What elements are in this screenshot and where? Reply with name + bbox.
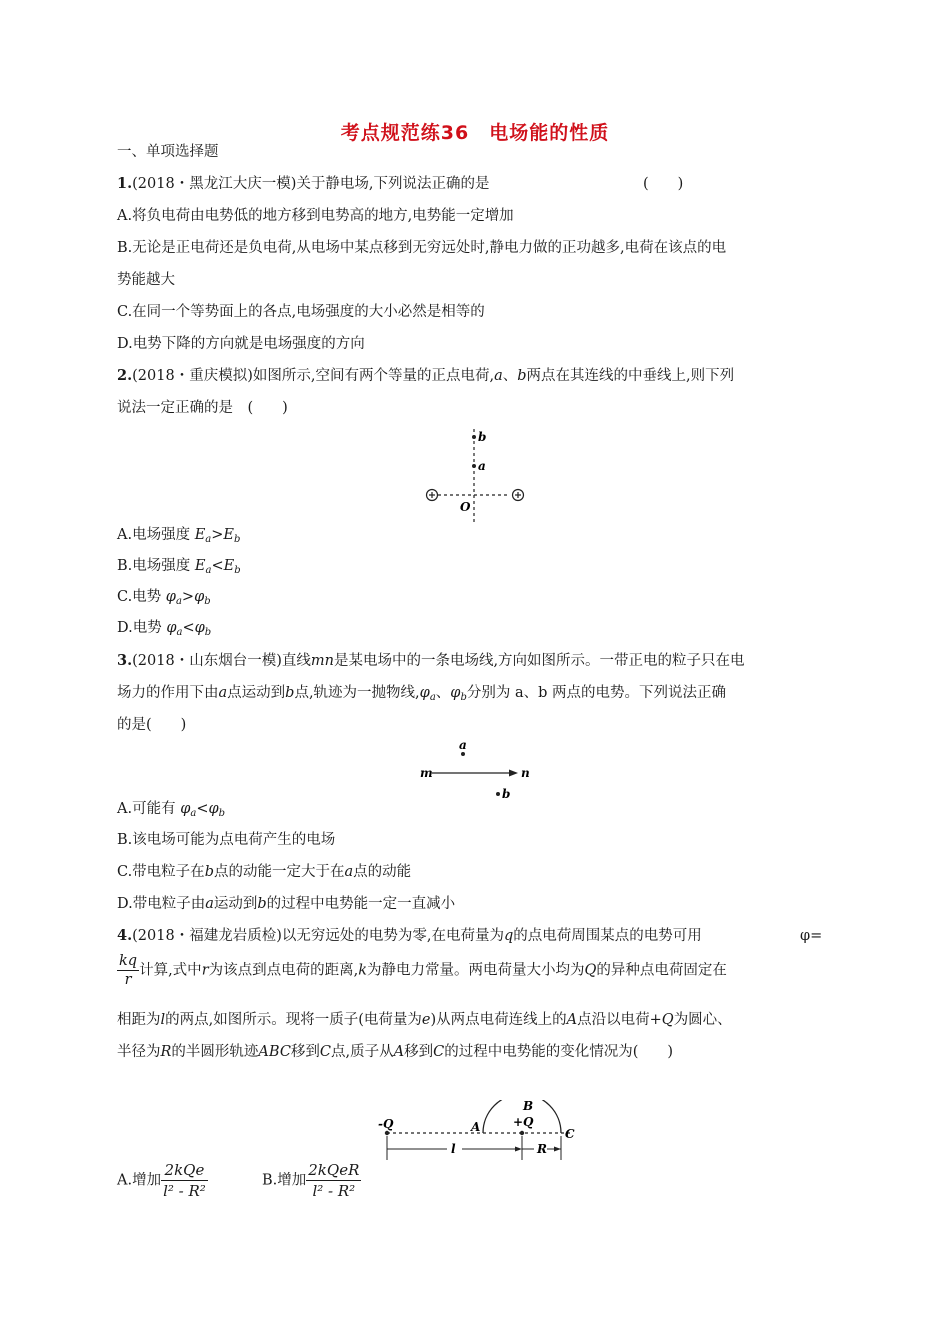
option-text: 点的动能一定大于在 — [213, 864, 345, 880]
sub-b: b — [218, 808, 226, 819]
option-text: 运动到 — [213, 896, 258, 912]
option-text: A.增加 — [117, 1172, 162, 1189]
var-c: C — [319, 1044, 332, 1060]
option-b — [117, 556, 241, 581]
var-b: b — [204, 864, 214, 880]
var-r: r — [201, 962, 209, 979]
question-number: 2. — [117, 367, 133, 384]
label-m: m — [420, 766, 433, 780]
sub-b: b — [204, 627, 212, 638]
option-text: B.电场强度 — [117, 558, 195, 574]
question-text: 点运动到 — [227, 685, 286, 701]
var-mn: mn — [310, 653, 334, 669]
label-b: B — [523, 1100, 534, 1113]
option-d: D.电势下降的方向就是电场强度的方向 — [117, 336, 365, 352]
question-4-stem-line2 — [117, 952, 727, 989]
var-phi: φ — [419, 685, 430, 701]
label-b: b — [502, 787, 511, 801]
question-text: 点,轨迹为一抛物线, — [294, 685, 420, 701]
question-text: 是某电场中的一条电场线,方向如图所示。一带正电的粒子只在电 — [333, 653, 745, 669]
var-a: a — [494, 368, 503, 384]
sub-b: b — [460, 692, 467, 703]
question-text: 半径为 — [117, 1044, 161, 1060]
option-c: C.在同一个等势面上的各点,电场强度的大小必然是相等的 — [117, 304, 485, 320]
formula-phi: φ= — [800, 928, 823, 944]
section-heading: 一、单项选择题 — [117, 144, 219, 160]
sub-b: b — [234, 565, 241, 576]
question-text: 点,质子从 — [331, 1044, 394, 1060]
sub-a: a — [176, 627, 183, 638]
question-text: (2018・山东烟台一模)直线 — [132, 653, 311, 669]
question-text: 的过程中电势能的变化情况为( ) — [444, 1044, 674, 1060]
question-text: 相距为 — [117, 1012, 161, 1028]
label-a: a — [459, 738, 467, 752]
operator: < — [196, 801, 209, 817]
var-a: a — [344, 864, 354, 880]
fraction-option-b — [306, 1160, 361, 1201]
label-b: b — [478, 430, 487, 444]
question-text: 移到 — [404, 1044, 434, 1060]
option-a — [117, 1160, 208, 1201]
var-e: E — [194, 527, 206, 543]
var-q: Q — [584, 962, 597, 979]
numerator: 2kQeR — [308, 1161, 360, 1179]
label-c: C — [565, 1127, 575, 1141]
var-e: E — [223, 558, 235, 574]
var-l: l — [160, 1012, 166, 1028]
question-text: 场力的作用下由 — [117, 685, 219, 701]
point-a-dot — [461, 752, 465, 756]
var-a: A — [566, 1012, 578, 1028]
question-text: (2018・福建龙岩质检)以无穷远处的电势为零,在电荷量为 — [132, 928, 504, 944]
var-a: a — [205, 896, 214, 912]
point-a-dot — [472, 464, 476, 468]
sub-a: a — [190, 808, 197, 819]
question-text: (2018・黑龙江大庆一模)关于静电场,下列说法正确的是 — [132, 176, 490, 192]
option-a — [117, 799, 225, 824]
numerator: 2kQe — [161, 1160, 208, 1181]
sub-a: a — [429, 692, 436, 703]
option-c — [117, 862, 411, 882]
separator: 、 — [435, 685, 451, 701]
label-plus-q: +Q — [513, 1115, 534, 1129]
point-b-dot — [472, 435, 476, 439]
right-positive-charge — [513, 490, 524, 501]
option-text: D.带电粒子由 — [117, 896, 206, 912]
question-1-stem — [117, 174, 489, 194]
question-text: 为圆心、 — [673, 1012, 732, 1028]
question-text: 为静电力常量。两电荷量大小均为 — [367, 962, 585, 979]
option-a: A.将负电荷由电势低的地方移到电势高的地方,电势能一定增加 — [117, 208, 514, 224]
var-b: b — [517, 368, 527, 384]
option-b-continued: 势能越大 — [117, 272, 175, 288]
var-phi: φ — [180, 801, 191, 817]
var-a: A — [393, 1044, 405, 1060]
answer-blank: ( ) — [643, 176, 684, 192]
question-2-stem — [117, 366, 734, 386]
var-phi: φ — [166, 620, 177, 636]
var-c: C — [433, 1044, 445, 1060]
question-3-stem-line2 — [117, 683, 726, 708]
sub-b: b — [234, 534, 241, 545]
option-text: A.电场强度 — [117, 527, 195, 543]
figure-semicircle-path — [372, 1100, 582, 1162]
var-e: E — [194, 558, 206, 574]
question-4-stem — [117, 926, 702, 946]
denominator: l² - R² — [312, 1182, 356, 1200]
var-e: E — [223, 527, 235, 543]
label-o: O — [460, 500, 471, 514]
figure-two-positive-charges — [416, 425, 536, 525]
sub-a: a — [205, 565, 212, 576]
operator: < — [211, 558, 224, 574]
option-b: B.无论是正电荷还是负电荷,从电场中某点移到无穷远处时,静电力做的正功越多,电荷在该点的电 — [117, 240, 727, 256]
question-text: 的异种点电荷固定在 — [596, 962, 727, 979]
var-r: R — [160, 1044, 172, 1060]
option-b: B.该电场可能为点电荷产生的电场 — [117, 832, 336, 848]
option-text: C.电势 — [117, 589, 166, 605]
option-c — [117, 587, 211, 612]
separator: 、 — [502, 368, 518, 384]
label-n: n — [521, 766, 530, 780]
question-text: 的点电荷周围某点的电势可用 — [513, 928, 702, 944]
option-text: B.增加 — [262, 1172, 307, 1189]
question-text: 移到 — [290, 1044, 320, 1060]
label-a: a — [478, 459, 486, 473]
option-d — [117, 894, 455, 914]
option-a — [117, 525, 240, 550]
label-r: R — [537, 1142, 547, 1156]
charge-minus-q — [385, 1131, 389, 1135]
numerator: kq — [119, 953, 138, 969]
question-text: 点沿以电荷 — [577, 1012, 650, 1028]
var-phi: φ — [208, 801, 219, 817]
label-minus-q: -Q — [378, 1117, 394, 1131]
var-plus-q: +Q — [649, 1012, 674, 1028]
operator: > — [211, 527, 224, 543]
option-text: 点的动能 — [353, 864, 412, 880]
left-positive-charge — [427, 490, 438, 501]
question-text: 两点在其连线的中垂线上,则下列 — [526, 368, 735, 384]
var-b: b — [285, 685, 295, 701]
sub-a: a — [205, 534, 212, 545]
label-l: l — [451, 1142, 456, 1156]
question-4-stem-line3 — [117, 1010, 732, 1030]
charge-plus-q — [520, 1131, 524, 1135]
option-b — [262, 1160, 361, 1201]
var-e: e — [421, 1012, 431, 1028]
point-b-dot — [496, 792, 500, 796]
question-text: 分别为 a、b 两点的电势。下列说法正确 — [466, 685, 727, 701]
var-phi: φ — [194, 620, 205, 636]
fraction-option-a — [161, 1160, 208, 1201]
question-3-stem — [117, 651, 745, 671]
var-q: q — [503, 928, 514, 944]
var-phi: φ — [165, 589, 176, 605]
question-text: 的半圆形轨迹 — [171, 1044, 259, 1060]
option-text: D.电势 — [117, 620, 167, 636]
question-number: 1. — [117, 175, 133, 192]
option-text: C.带电粒子在 — [117, 864, 205, 880]
denominator: r — [124, 972, 132, 988]
question-4-stem-line4 — [117, 1042, 673, 1062]
label-a: A — [471, 1120, 481, 1134]
fraction-kq-over-r — [117, 952, 139, 989]
sub-a: a — [175, 596, 182, 607]
var-k: k — [358, 962, 368, 979]
denominator: l² - R² — [163, 1182, 206, 1200]
operator: > — [181, 589, 195, 605]
option-d — [117, 618, 211, 643]
option-text: A.可能有 — [117, 801, 181, 817]
question-number: 3. — [117, 652, 133, 669]
option-text: 的过程中电势能一定一直减小 — [266, 896, 456, 912]
figure-field-line-mn — [418, 738, 538, 804]
var-b: b — [257, 896, 267, 912]
var-a: a — [218, 685, 228, 701]
question-text: 为该点到点电荷的距离, — [208, 962, 359, 979]
question-text: (2018・重庆模拟)如图所示,空间有两个等量的正点电荷, — [132, 368, 495, 384]
question-text: 的两点,如图所示。现将一质子(电荷量为 — [165, 1012, 422, 1028]
question-3-stem-line3: 的是( ) — [117, 717, 187, 733]
page-title: 考点规范练36 电场能的性质 — [340, 122, 610, 144]
question-text: )从两点电荷连线上的 — [430, 1012, 567, 1028]
arrow-head — [509, 770, 518, 777]
question-2-stem-continued: 说法一定正确的是 ( ) — [117, 400, 288, 416]
var-abc: ABC — [258, 1044, 291, 1060]
sub-b: b — [204, 596, 211, 607]
var-phi: φ — [450, 685, 461, 701]
question-number: 4. — [117, 927, 133, 944]
var-phi: φ — [194, 589, 205, 605]
operator: < — [182, 620, 195, 636]
question-text: 计算,式中 — [139, 962, 202, 979]
